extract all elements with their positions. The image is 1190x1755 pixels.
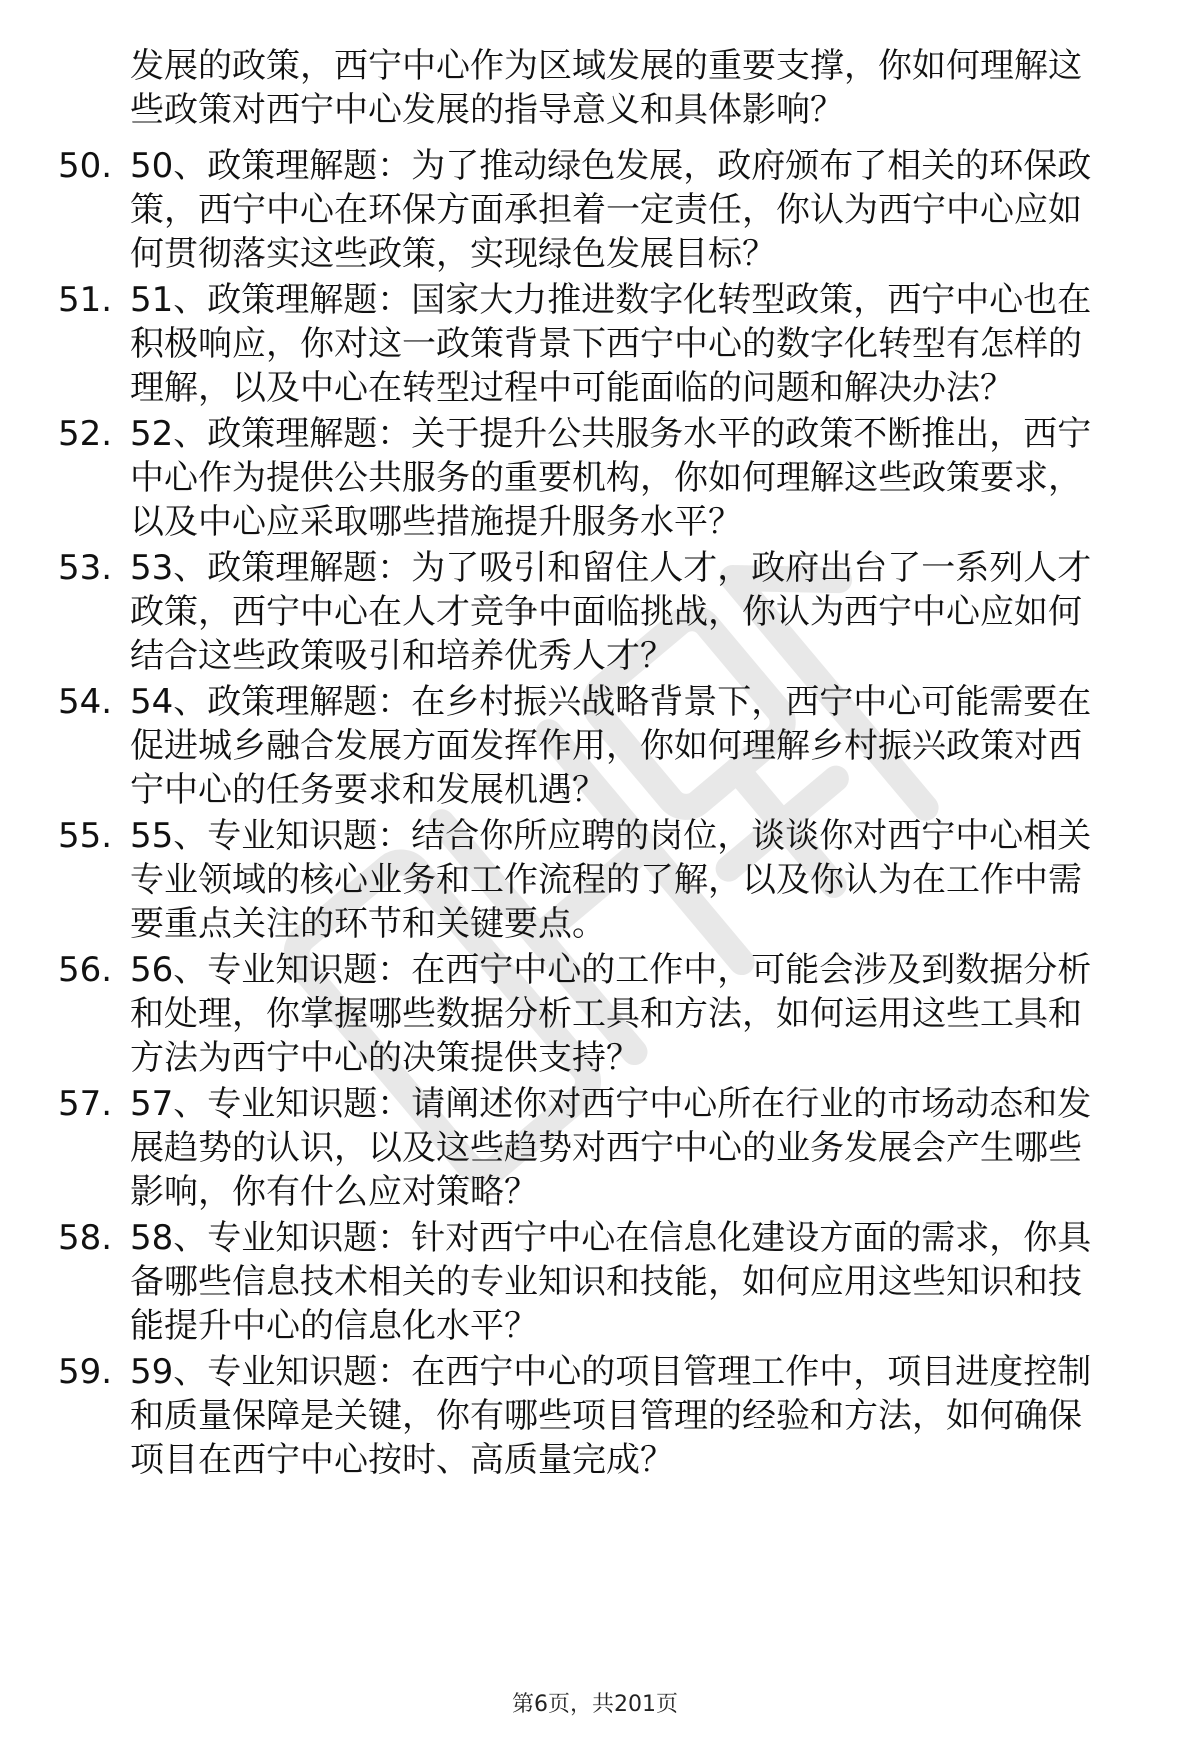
list-item-number: 59. [58, 1352, 113, 1392]
text-line: 政策，西宁中心在人才竞争中面临挑战，你认为西宁中心应如何 [130, 592, 1082, 632]
list-item-text [130, 680, 1130, 812]
text-line: 宁中心的任务要求和发展机遇？ [130, 770, 606, 810]
text-line: 50、政策理解题：为了推动绿色发展，政府颁布了相关的环保政 [130, 146, 1092, 186]
list-item-number: 55. [58, 816, 113, 856]
text-line: 要重点关注的环节和关键要点。 [130, 904, 606, 944]
list-item-text [130, 546, 1130, 678]
text-line: 57、专业知识题：请阐述你对西宁中心所在行业的市场动态和发 [130, 1084, 1092, 1124]
text-line: 备哪些信息技术相关的专业知识和技能，如何应用这些知识和技 [130, 1262, 1082, 1302]
text-line: 理解，以及中心在转型过程中可能面临的问题和解决办法？ [130, 368, 1014, 408]
text-line: 策，西宁中心在环保方面承担着一定责任，你认为西宁中心应如 [130, 190, 1082, 230]
text-line: 展趋势的认识，以及这些趋势对西宁中心的业务发展会产生哪些 [130, 1128, 1082, 1168]
list-item-number: 54. [58, 682, 113, 722]
text-line: 53、政策理解题：为了吸引和留住人才，政府出台了一系列人才 [130, 548, 1092, 588]
list-item-text [130, 948, 1130, 1080]
text-line: 促进城乡融合发展方面发挥作用，你如何理解乡村振兴政策对西 [130, 726, 1082, 766]
continuation-text [130, 44, 1130, 132]
text-line: 以及中心应采取哪些措施提升服务水平？ [130, 502, 742, 542]
list-item-number: 56. [58, 950, 113, 990]
list-item-number: 57. [58, 1084, 113, 1124]
text-line: 59、专业知识题：在西宁中心的项目管理工作中，项目进度控制 [130, 1352, 1092, 1392]
text-line: 56、专业知识题：在西宁中心的工作中，可能会涉及到数据分析 [130, 950, 1092, 990]
text-line: 积极响应，你对这一政策背景下西宁中心的数字化转型有怎样的 [130, 324, 1082, 364]
list-item-number: 58. [58, 1218, 113, 1258]
text-line: 专业领域的核心业务和工作流程的了解，以及你认为在工作中需 [130, 860, 1082, 900]
list-item-text [130, 144, 1130, 276]
text-line: 影响，你有什么应对策略？ [130, 1172, 538, 1212]
text-line: 51、政策理解题：国家大力推进数字化转型政策，西宁中心也在 [130, 280, 1092, 320]
text-line: 58、专业知识题：针对西宁中心在信息化建设方面的需求，你具 [130, 1218, 1092, 1258]
list-item-text [130, 814, 1130, 946]
text-line: 和质量保障是关键，你有哪些项目管理的经验和方法，如何确保 [130, 1396, 1082, 1436]
text-line: 结合这些政策吸引和培养优秀人才？ [130, 636, 674, 676]
list-item-number: 50. [58, 146, 113, 186]
text-line: 中心作为提供公共服务的重要机构，你如何理解这些政策要求， [130, 458, 1082, 498]
list-item-text [130, 1350, 1130, 1482]
list-item-number: 51. [58, 280, 113, 320]
page-number-footer: 第6页，共201页 [512, 1692, 678, 1717]
text-line: 方法为西宁中心的决策提供支持？ [130, 1038, 640, 1078]
text-line: 52、政策理解题：关于提升公共服务水平的政策不断推出，西宁 [130, 414, 1092, 454]
text-line: 和处理，你掌握哪些数据分析工具和方法，如何运用这些工具和 [130, 994, 1082, 1034]
list-item-text [130, 1082, 1130, 1214]
text-line: 发展的政策，西宁中心作为区域发展的重要支撑，你如何理解这 [130, 46, 1082, 86]
text-line: 54、政策理解题：在乡村振兴战略背景下，西宁中心可能需要在 [130, 682, 1092, 722]
list-item-number: 53. [58, 548, 113, 588]
text-line: 何贯彻落实这些政策，实现绿色发展目标？ [130, 234, 776, 274]
text-line: 些政策对西宁中心发展的指导意义和具体影响？ [130, 90, 844, 130]
list-item-number: 52. [58, 414, 113, 454]
list-item-text [130, 1216, 1130, 1348]
text-line: 能提升中心的信息化水平？ [130, 1306, 538, 1346]
text-line: 55、专业知识题：结合你所应聘的岗位，谈谈你对西宁中心相关 [130, 816, 1092, 856]
list-item-text [130, 412, 1130, 544]
text-line: 项目在西宁中心按时、高质量完成？ [130, 1440, 674, 1480]
list-item-text [130, 278, 1130, 410]
